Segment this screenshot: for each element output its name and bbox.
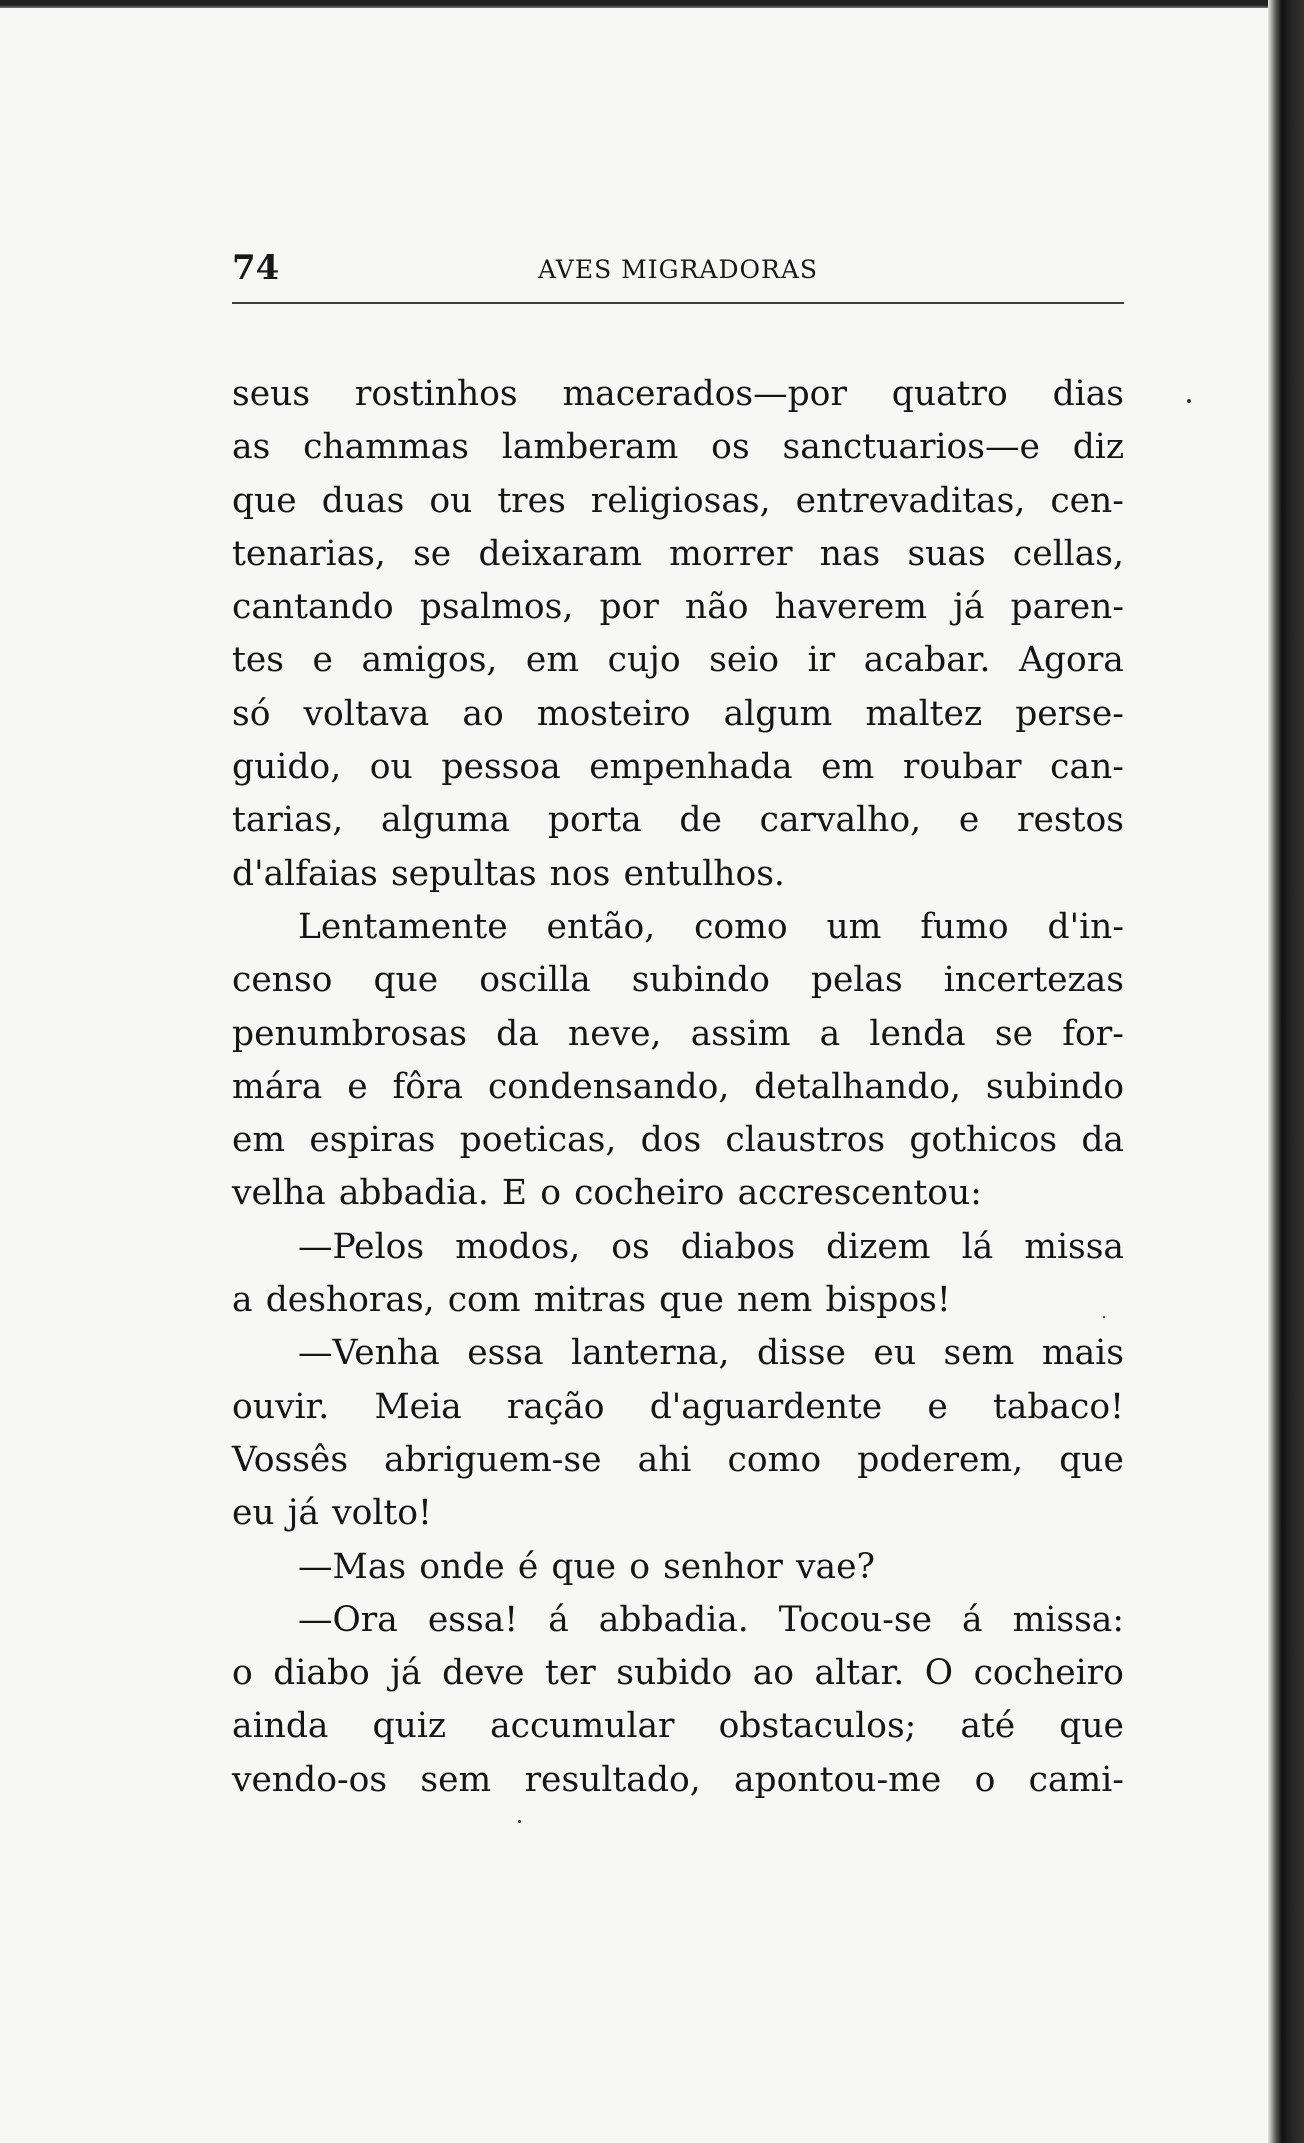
word: d'in-	[1047, 906, 1124, 947]
word: mitras	[533, 1280, 647, 1321]
word: poderem,	[857, 1439, 1024, 1480]
word: can-	[1050, 747, 1124, 788]
text-line	[232, 848, 1124, 901]
word: á	[962, 1599, 983, 1640]
word: alguma	[380, 800, 511, 841]
word: religiosas,	[590, 480, 771, 521]
word: macerados—por	[562, 374, 847, 414]
print-speck	[518, 1820, 521, 1823]
word: onde	[419, 1546, 505, 1587]
text-line	[232, 688, 1124, 741]
word: diabo	[273, 1653, 370, 1694]
word: Agora	[1019, 640, 1124, 681]
word: entulhos.	[623, 853, 785, 894]
word: deixaram	[478, 533, 642, 574]
word: sepultas	[390, 853, 537, 894]
text-line	[232, 1594, 1124, 1647]
word: e	[927, 1386, 948, 1427]
word: oscilla	[479, 960, 591, 1001]
body-text	[232, 368, 1124, 1808]
word: cami-	[1028, 1759, 1124, 1800]
word: —Pelos	[298, 1226, 425, 1267]
word: perse-	[1015, 693, 1124, 734]
word: espiras	[309, 1120, 436, 1161]
word: missa:	[1012, 1599, 1124, 1640]
word: detalhando,	[754, 1066, 961, 1107]
word: abriguem-se	[384, 1439, 602, 1480]
word: como	[727, 1439, 822, 1480]
text-line	[232, 1754, 1124, 1807]
word: é	[517, 1546, 539, 1587]
word: acabar.	[863, 640, 991, 681]
text-line	[232, 794, 1124, 847]
word: roubar	[902, 747, 1022, 788]
word: bispos!	[825, 1280, 951, 1321]
word: accrescentou:	[737, 1173, 982, 1214]
word: deshoras,	[265, 1280, 435, 1321]
word: carvalho,	[759, 800, 922, 841]
word: só	[232, 693, 271, 734]
text-line	[232, 1700, 1124, 1753]
word: as	[232, 427, 271, 468]
word: psalmos,	[419, 587, 574, 628]
word: se	[994, 1013, 1034, 1054]
word: de	[679, 800, 722, 841]
word: chammas	[303, 427, 469, 468]
word: censo	[232, 960, 333, 1001]
word: d'aguardente	[649, 1386, 883, 1427]
word: tes	[232, 640, 284, 681]
word: cocheiro	[973, 1653, 1124, 1694]
word: lá	[961, 1226, 994, 1267]
word: cantando	[232, 587, 394, 628]
word: Meia	[374, 1386, 462, 1427]
word: essa!	[427, 1599, 519, 1640]
word: for-	[1062, 1013, 1124, 1054]
text-line	[232, 1114, 1124, 1167]
word: tres	[497, 480, 566, 521]
word: gothicos	[909, 1120, 1058, 1161]
word: paren-	[1010, 587, 1124, 628]
word: os	[711, 427, 750, 468]
word: —Venha	[298, 1333, 440, 1374]
word: guido,	[232, 747, 342, 788]
word: ou	[369, 747, 413, 788]
word: suas	[907, 533, 986, 574]
text-line	[232, 1381, 1124, 1434]
word: abbadia.	[338, 1173, 489, 1214]
word: subindo	[985, 1066, 1124, 1107]
word: diabos	[680, 1226, 796, 1267]
word: pelas	[810, 960, 903, 1001]
word: amigos,	[361, 640, 498, 681]
text-line	[232, 901, 1124, 954]
word: tarias,	[232, 800, 344, 841]
word: altar.	[814, 1653, 905, 1694]
word: apontou-me	[733, 1759, 942, 1800]
word: eu	[873, 1333, 917, 1374]
word: modos,	[455, 1226, 581, 1267]
word: e	[312, 640, 333, 681]
word: com	[447, 1280, 521, 1321]
word: claustros	[725, 1120, 886, 1161]
word: ao	[752, 1653, 795, 1694]
word: nem	[737, 1280, 813, 1321]
word: morrer	[669, 533, 793, 574]
word: e	[958, 800, 980, 841]
text-line	[232, 1008, 1124, 1061]
word: que	[659, 1280, 724, 1321]
word: penumbrosas	[232, 1013, 467, 1054]
word: seus	[232, 374, 311, 414]
word: ao	[462, 693, 504, 734]
word: duas	[321, 480, 405, 521]
word: á	[548, 1599, 569, 1640]
word: porta	[547, 800, 642, 841]
word: sem	[420, 1759, 492, 1800]
text-line	[232, 1167, 1124, 1220]
word: lamberam	[501, 427, 679, 468]
word: até	[960, 1706, 1016, 1747]
print-speck	[1187, 399, 1191, 403]
word: ou	[429, 480, 473, 521]
word: restos	[1016, 800, 1124, 841]
word: —Mas	[298, 1546, 407, 1587]
word: cellas,	[1012, 533, 1124, 574]
word: diz	[1072, 427, 1124, 468]
header-rule	[232, 302, 1124, 304]
word: por	[599, 587, 659, 628]
word: em	[525, 640, 580, 681]
word: neve,	[568, 1013, 662, 1054]
word: o	[232, 1653, 253, 1694]
word: mára	[232, 1066, 323, 1107]
text-line	[232, 1434, 1124, 1487]
text-line	[232, 1221, 1124, 1274]
word: deve	[442, 1653, 525, 1694]
word: nos	[549, 853, 611, 894]
word: ração	[506, 1386, 605, 1427]
word: quiz	[372, 1706, 447, 1747]
text-line	[232, 528, 1124, 581]
word: que	[1059, 1439, 1124, 1480]
word: essa	[467, 1333, 544, 1374]
text-line	[232, 368, 1124, 421]
word: ainda	[232, 1706, 329, 1747]
word: o	[974, 1759, 996, 1800]
word: E	[501, 1173, 528, 1214]
word: tenarias,	[232, 533, 386, 574]
text-line	[232, 475, 1124, 528]
word: mais	[1041, 1333, 1124, 1374]
word: vae?	[796, 1546, 876, 1587]
text-line	[232, 1541, 1124, 1594]
word: dizem	[826, 1226, 931, 1267]
word: accumular	[490, 1706, 675, 1747]
book-binding-edge	[1268, 0, 1304, 2143]
word: poeticas,	[459, 1120, 617, 1161]
word: não	[684, 587, 749, 628]
word: os	[611, 1226, 650, 1267]
word: rostinhos	[354, 374, 518, 414]
word: algum	[723, 693, 833, 734]
word: O	[924, 1653, 954, 1694]
word: incertezas	[943, 960, 1124, 1001]
word: ahi	[637, 1439, 692, 1480]
word: que	[1059, 1706, 1124, 1747]
word: d'alfaias	[232, 853, 378, 894]
print-speck	[1103, 1316, 1105, 1318]
word: eu	[232, 1493, 275, 1534]
word: maltez	[865, 693, 983, 734]
text-line	[232, 421, 1124, 474]
word: tabaco!	[992, 1386, 1124, 1427]
word: mosteiro	[536, 693, 691, 734]
word: em	[821, 747, 875, 788]
running-title: AVES MIGRADORAS	[537, 255, 819, 284]
word: que	[232, 480, 297, 521]
word: sanctuarios—e	[782, 427, 1040, 468]
word: cocheiro	[574, 1173, 725, 1214]
word: abbadia.	[598, 1599, 749, 1640]
text-line	[232, 1061, 1124, 1114]
word: ir	[807, 640, 836, 681]
text-line	[232, 1327, 1124, 1380]
word: voltava	[303, 693, 430, 734]
word: condensando,	[487, 1066, 730, 1107]
word: como	[694, 906, 788, 947]
word: dias	[1052, 374, 1124, 414]
word: ter	[545, 1653, 596, 1694]
word: o	[629, 1546, 650, 1587]
word: a	[232, 1280, 253, 1321]
word: sem	[943, 1333, 1015, 1374]
text-line	[232, 1487, 1124, 1540]
word: que	[373, 960, 439, 1001]
word: obstaculos;	[718, 1706, 917, 1747]
word: Tocou-se	[778, 1599, 932, 1640]
page-number: 74	[232, 248, 280, 288]
word: velha	[232, 1173, 326, 1214]
word: fôra	[392, 1066, 464, 1107]
word: haverem	[774, 587, 927, 628]
word: assim	[690, 1013, 791, 1054]
word: já	[953, 587, 985, 628]
word: pessoa	[441, 747, 561, 788]
word: fumo	[920, 906, 1009, 947]
word: nas	[819, 533, 881, 574]
word: já	[390, 1653, 422, 1694]
word: subido	[616, 1653, 733, 1694]
text-line	[232, 954, 1124, 1007]
word: a	[819, 1013, 841, 1054]
word: Vossês	[232, 1439, 349, 1480]
word: seio	[709, 640, 780, 681]
word: empenhada	[589, 747, 793, 788]
word: entrevaditas,	[795, 480, 1026, 521]
word: o	[540, 1173, 561, 1214]
word: da	[496, 1013, 539, 1054]
text-line	[232, 634, 1124, 687]
text-line	[232, 741, 1124, 794]
word: se	[413, 533, 452, 574]
word: quatro	[891, 374, 1008, 414]
word: dos	[640, 1120, 702, 1161]
word: que	[551, 1546, 617, 1587]
word: um	[826, 906, 882, 947]
word: cujo	[607, 640, 681, 681]
page-top-shadow	[0, 0, 1304, 8]
word: lenda	[869, 1013, 966, 1054]
text-line	[232, 1647, 1124, 1700]
word: Lentamente	[298, 906, 508, 947]
word: da	[1081, 1120, 1124, 1161]
word: subindo	[631, 960, 770, 1001]
word: e	[347, 1066, 368, 1107]
word: vendo-os	[232, 1759, 388, 1800]
text-line	[232, 581, 1124, 634]
word: disse	[756, 1333, 846, 1374]
word: senhor	[663, 1546, 783, 1587]
word: cen-	[1050, 480, 1124, 521]
word: missa	[1024, 1226, 1124, 1267]
word: ouvir.	[232, 1386, 330, 1427]
word: resultado,	[524, 1759, 701, 1800]
word: —Ora	[298, 1599, 398, 1640]
text-line	[232, 1274, 1124, 1327]
word: lanterna,	[571, 1333, 730, 1374]
word: então,	[546, 906, 656, 947]
page-header	[232, 248, 1124, 296]
word: já	[287, 1493, 320, 1534]
word: em	[232, 1120, 286, 1161]
word: volto!	[332, 1493, 432, 1534]
